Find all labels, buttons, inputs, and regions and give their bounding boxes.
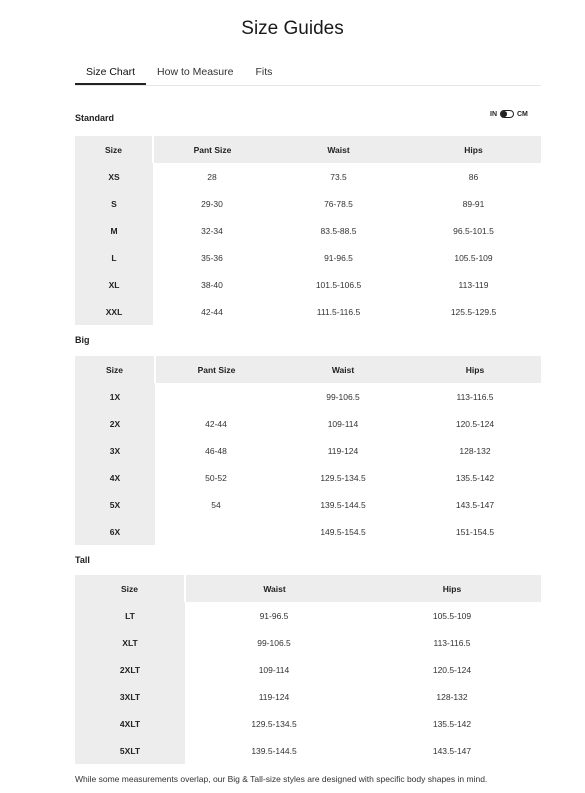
table-row [75,217,541,244]
size-cell: XLT [75,629,185,656]
waist-cell: 101.5-106.5 [271,271,406,298]
waist-cell: 109-114 [185,656,363,683]
section-label-tall: Tall [75,555,90,565]
waist-cell: 111.5-116.5 [271,298,406,325]
waist-cell: 99-106.5 [277,383,409,410]
size-cell: 4X [75,464,155,491]
size-cell: 6X [75,518,155,545]
header-size: Size [75,575,185,602]
pant-size-cell: 38-40 [153,271,271,298]
section-label-big: Big [75,335,90,345]
table-row [75,710,541,737]
header-waist: Waist [271,136,406,163]
header-hips: Hips [363,575,541,602]
waist-cell: 99-106.5 [185,629,363,656]
waist-cell: 109-114 [277,410,409,437]
unit-label-cm: CM [517,110,528,118]
pant-size-cell: 42-44 [153,298,271,325]
header-waist: Waist [185,575,363,602]
tab-fits[interactable]: Fits [255,66,273,78]
tab-size-chart[interactable]: Size Chart [75,62,146,85]
hips-cell: 143.5-147 [363,737,541,764]
size-cell: XXL [75,298,153,325]
size-cell: XS [75,163,153,190]
table-row [75,683,541,710]
tall-size-table [75,575,541,764]
hips-cell: 113-116.5 [409,383,541,410]
size-cell: 4XLT [75,710,185,737]
table-header-row [75,136,541,163]
waist-cell: 119-124 [185,683,363,710]
size-cell: 1X [75,383,155,410]
page-title: Size Guides [241,18,344,39]
waist-cell: 76-78.5 [271,190,406,217]
hips-cell: 120.5-124 [363,656,541,683]
unit-toggle [490,110,528,118]
tab-bar [75,62,541,86]
size-cell: 5XLT [75,737,185,764]
table-row [75,190,541,217]
header-pant-size: Pant Size [153,136,271,163]
table-row [75,383,541,410]
table-row [75,163,541,190]
tab-how-to-measure[interactable]: How to Measure [157,66,234,78]
table-row [75,656,541,683]
hips-cell: 105.5-109 [406,244,541,271]
table-row [75,737,541,764]
header-waist: Waist [277,356,409,383]
pant-size-cell [155,518,277,545]
header-hips: Hips [409,356,541,383]
waist-cell: 83.5-88.5 [271,217,406,244]
size-cell: L [75,244,153,271]
footnote: While some measurements overlap, our Big & Tall-size styles are designed with specific body shapes in mind. [75,774,488,784]
table-row [75,464,541,491]
waist-cell: 119-124 [277,437,409,464]
pant-size-cell: 54 [155,491,277,518]
standard-size-table [75,136,541,325]
hips-cell: 96.5-101.5 [406,217,541,244]
pant-size-cell: 35-36 [153,244,271,271]
table-row [75,518,541,545]
waist-cell: 129.5-134.5 [185,710,363,737]
hips-cell: 113-116.5 [363,629,541,656]
hips-cell: 113-119 [406,271,541,298]
section-label-standard: Standard [75,113,115,123]
table-row [75,410,541,437]
size-cell: 5X [75,491,155,518]
pant-size-cell: 46-48 [155,437,277,464]
table-row [75,629,541,656]
hips-cell: 135.5-142 [409,464,541,491]
hips-cell: 143.5-147 [409,491,541,518]
size-cell: LT [75,602,185,629]
hips-cell: 105.5-109 [363,602,541,629]
table-header-row [75,575,541,602]
hips-cell: 86 [406,163,541,190]
pant-size-cell: 32-34 [153,217,271,244]
table-row [75,437,541,464]
waist-cell: 139.5-144.5 [277,491,409,518]
table-row [75,244,541,271]
pant-size-cell: 28 [153,163,271,190]
waist-cell: 91-96.5 [185,602,363,629]
hips-cell: 120.5-124 [409,410,541,437]
header-hips: Hips [406,136,541,163]
table-row [75,271,541,298]
hips-cell: 151-154.5 [409,518,541,545]
header-pant-size: Pant Size [155,356,277,383]
size-cell: M [75,217,153,244]
size-cell: 2X [75,410,155,437]
table-row [75,298,541,325]
hips-cell: 128-132 [363,683,541,710]
toggle-knob [501,111,507,117]
table-row [75,491,541,518]
hips-cell: 89-91 [406,190,541,217]
hips-cell: 128-132 [409,437,541,464]
waist-cell: 129.5-134.5 [277,464,409,491]
unit-label-in: IN [490,110,497,118]
pant-size-cell [155,383,277,410]
size-cell: XL [75,271,153,298]
pant-size-cell: 42-44 [155,410,277,437]
header-size: Size [75,136,153,163]
waist-cell: 139.5-144.5 [185,737,363,764]
waist-cell: 91-96.5 [271,244,406,271]
size-cell: 3X [75,437,155,464]
waist-cell: 73.5 [271,163,406,190]
table-header-row [75,356,541,383]
hips-cell: 135.5-142 [363,710,541,737]
pant-size-cell: 29-30 [153,190,271,217]
unit-toggle-switch[interactable] [500,110,514,118]
size-cell: S [75,190,153,217]
big-size-table [75,356,541,545]
size-cell: 2XLT [75,656,185,683]
size-cell: 3XLT [75,683,185,710]
table-row [75,602,541,629]
hips-cell: 125.5-129.5 [406,298,541,325]
pant-size-cell: 50-52 [155,464,277,491]
waist-cell: 149.5-154.5 [277,518,409,545]
header-size: Size [75,356,155,383]
